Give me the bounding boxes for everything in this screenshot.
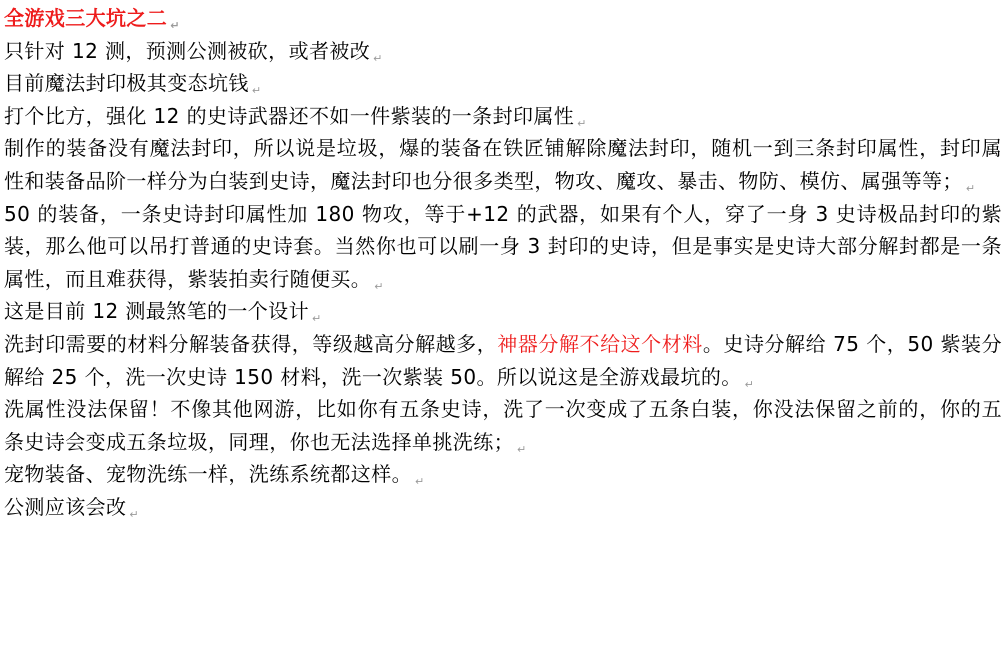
paragraph-text: 目前魔法封印极其变态坑钱: [4, 71, 249, 96]
paragraph-text: 洗属性没法保留！不像其他网游，比如你有五条史诗，洗了一次变成了五条白装，你没法保留之前的，你的五条史诗会变成五条垃圾，同理，你也无法选择单挑洗练；: [4, 397, 1002, 454]
paragraph-mark-icon: ↵: [415, 475, 425, 489]
paragraph-worst-design: [4, 295, 1002, 328]
paragraph-text: 打个比方，强化 12 的史诗武器还不如一件紫装的一条封印属性: [4, 103, 575, 128]
paragraph-conclusion: [4, 491, 1002, 524]
paragraph-level-50: [4, 198, 1002, 296]
paragraph-mark-icon: ↵: [170, 19, 180, 32]
paragraph-mark-icon: ↵: [251, 84, 262, 98]
paragraph-mark-icon: ↵: [129, 507, 140, 521]
paragraph-text: 50 的装备，一条史诗封印属性加 180 物攻，等于+12 的武器，如果有个人，穿了一身 3 史诗极品封印的紫装，那么他可以吊打普通的史诗套。当然你也可以刷一身 3 封印的史诗，但是事实是史诗大部分解封都是一条属性，而且难获得，紫装拍卖行随便买。: [4, 201, 1002, 291]
paragraph-mark-icon: ↵: [374, 279, 384, 293]
paragraph-mark-icon: ↵: [577, 116, 587, 130]
paragraph-scope: [4, 35, 1002, 68]
paragraph-mark-icon: ↵: [311, 312, 322, 326]
paragraph-text: 宠物装备、宠物洗练一样，洗练系统都这样。: [4, 462, 412, 487]
paragraph-text: 公测应该会改: [4, 494, 127, 519]
paragraph-example: [4, 100, 1002, 133]
paragraph-pet-gear: [4, 458, 1002, 491]
paragraph-materials: [4, 328, 1002, 393]
highlighted-text: 神器分解不给这个材料: [497, 331, 703, 356]
paragraph-mark-icon: ↵: [965, 181, 976, 195]
paragraph-text: 只针对 12 测，预测公测被砍，或者被改: [4, 38, 371, 63]
paragraph-text: 这是目前 12 测最煞笔的一个设计: [4, 299, 309, 324]
paragraph-mark-icon: ↵: [517, 442, 527, 456]
paragraph-text-after: 。史诗分解给 75 个，50 紫装分解给 25 个，洗一次史诗 150 材料，洗一次紫装 50。所以说这是全游戏最坑的。: [4, 331, 1003, 389]
paragraph-no-retain: [4, 393, 1002, 458]
paragraph-mark-icon: ↵: [373, 51, 383, 65]
title-text: 全游戏三大坑之二: [4, 6, 168, 30]
paragraph-text: 制作的装备没有魔法封印，所以说是垃圾，爆的装备在铁匠铺解除魔法封印，随机一到三条封印属性，封印属性和装备品阶一样分为白装到史诗，魔法封印也分很多类型，物攻、魔攻、暴击、物防、模仿、属强等等；: [4, 136, 1002, 193]
paragraph-seal-cost: [4, 67, 1002, 100]
paragraph-seal-system: [4, 132, 1002, 197]
document-title: [4, 2, 1002, 35]
paragraph-text-before: 洗封印需要的材料分解装备获得，等级越高分解越多，: [4, 331, 498, 356]
paragraph-mark-icon: ↵: [744, 377, 755, 391]
